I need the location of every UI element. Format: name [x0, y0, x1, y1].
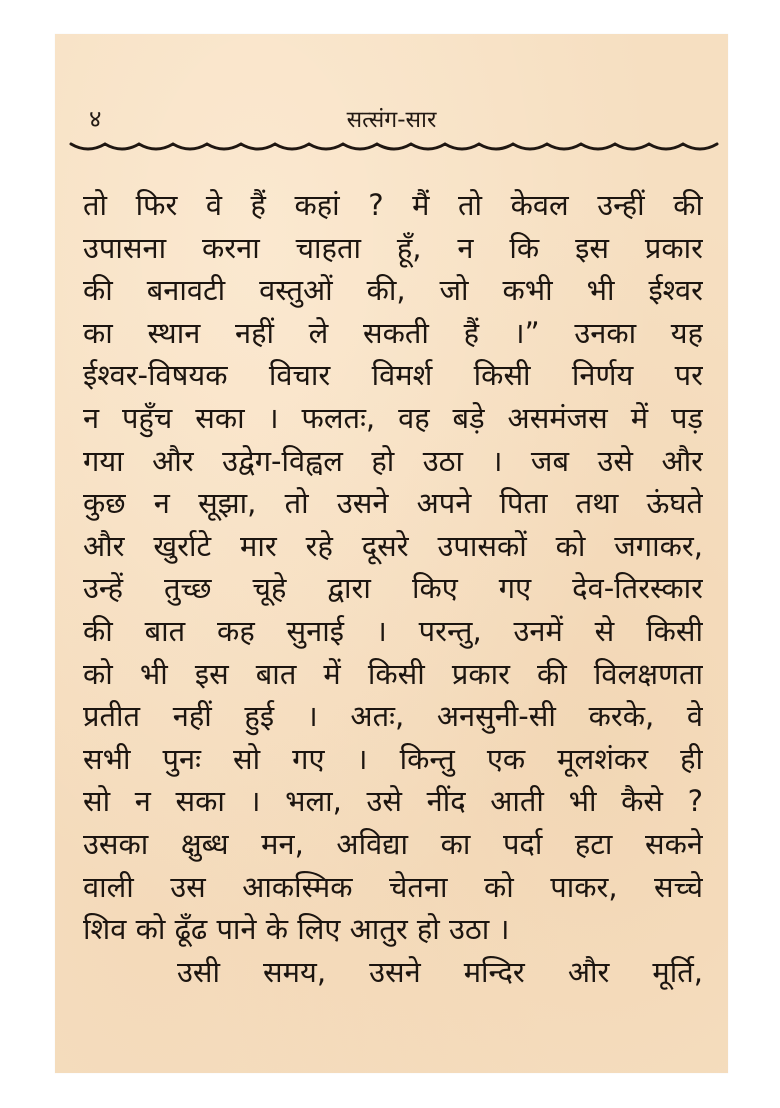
text-line: सो न सका । भला, उसे नींद आती भी कैसे ? [83, 784, 703, 819]
scalloped-divider-rule [69, 138, 721, 156]
text-line: की बात कह सुनाई । परन्तु, उनमें से किसी [83, 613, 703, 648]
text-line: और खुर्राटे मार रहे दूसरे उपासकों को जगाकर, [83, 528, 703, 563]
text-line: सभी पुनः सो गए । किन्तु एक मूलशंकर ही [83, 741, 703, 776]
text-line: गया और उद्वेग-विह्वल हो उठा । जब उसे और [83, 443, 703, 478]
text-line: कुछ न सूझा, तो उसने अपने पिता तथा ऊंघते [83, 486, 703, 521]
text-line: को भी इस बात में किसी प्रकार की विलक्षणता [83, 656, 703, 691]
text-line: प्रतीत नहीं हुई । अतः, अनसुनी-सी करके, वे [83, 699, 703, 734]
text-line: की बनावटी वस्तुओं की, जो कभी भी ईश्वर [83, 273, 703, 308]
book-page [55, 34, 728, 1073]
running-title: सत्संग-सार [346, 107, 437, 133]
text-line: का स्थान नहीं ले सकती हैं ।” उनका यह [83, 315, 703, 350]
body-text [83, 184, 703, 993]
text-line: वाली उस आकस्मिक चेतना को पाकर, सच्चे [83, 869, 703, 904]
page-number: ४ [89, 105, 102, 133]
running-head [55, 102, 728, 142]
text-line: उन्हें तुच्छ चूहे द्वारा किए गए देव-तिरस्कार [83, 571, 703, 606]
text-line: उसका क्षुब्ध मन, अविद्या का पर्दा हटा सकने [83, 826, 703, 861]
paragraph-end-line: शिव को ढूँढ पाने के लिए आतुर हो उठा । [83, 912, 510, 947]
text-line: तो फिर वे हैं कहां ? मैं तो केवल उन्हीं की [83, 188, 703, 222]
text-line: उपासना करना चाहता हूँ, न कि इस प्रकार [83, 230, 703, 265]
paragraph-start-line: उसी समय, उसने मन्दिर और मूर्ति, [177, 954, 703, 989]
text-line: ईश्वर-विषयक विचार विमर्श किसी निर्णय पर [83, 358, 703, 393]
text-line: न पहुँच सका । फलतः, वह बड़े असमंजस में पड़ [83, 400, 703, 435]
